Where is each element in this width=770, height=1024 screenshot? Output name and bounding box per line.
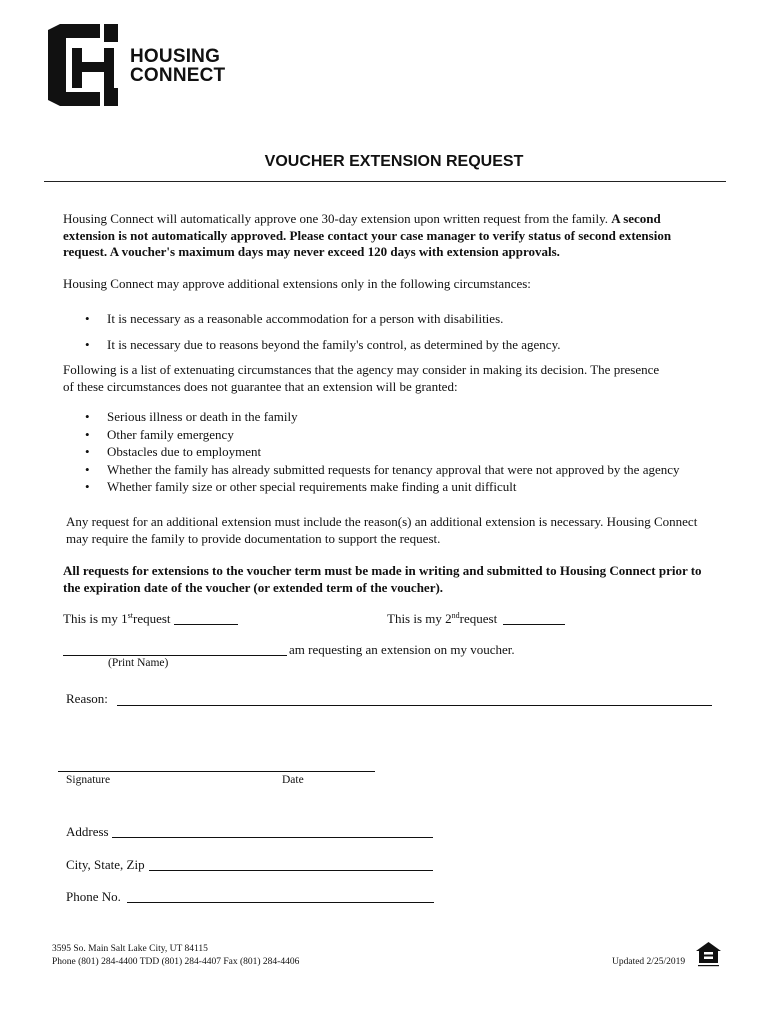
first-request-row bbox=[63, 611, 171, 628]
list-item: • Whether the family has already submitted requests for tenancy approval that were not approved by the agency bbox=[63, 461, 733, 479]
phone-field[interactable] bbox=[127, 902, 434, 903]
first-request-sup: st bbox=[127, 611, 133, 620]
signature-label: Signature bbox=[66, 774, 111, 786]
requesting-text: am requesting an extension on my voucher. bbox=[289, 642, 515, 657]
footer-address: 3595 So. Main Salt Lake City, UT 84115 bbox=[52, 944, 208, 954]
print-name-label: (Print Name) bbox=[108, 657, 169, 669]
footer-phones: Phone (801) 284-4400 TDD (801) 284-4407 Fax (801) 284-4406 bbox=[52, 957, 300, 967]
first-request-field[interactable] bbox=[174, 624, 238, 625]
city-label: City, State, Zip bbox=[66, 857, 145, 872]
city-field[interactable] bbox=[149, 870, 433, 871]
list-item: • It is necessary due to reasons beyond the family's control, as determined by the agency. bbox=[63, 332, 723, 358]
footer-contact bbox=[52, 943, 299, 969]
intro-text: Housing Connect will automatically approve one 30-day extension upon written request from the family. bbox=[63, 211, 612, 226]
logo-line-2: CONNECT bbox=[130, 65, 226, 86]
title-divider bbox=[44, 181, 726, 182]
address-label: Address bbox=[66, 824, 109, 839]
address-field[interactable] bbox=[112, 837, 433, 838]
date-label: Date bbox=[282, 774, 304, 786]
intro-bold-text: A second extension is not automatically approved. Please contact your case manager to verify status of second extension request. A voucher's maximum days may never exceed 120 days with extension approvals. bbox=[63, 211, 672, 259]
list-item: • Other family emergency bbox=[63, 426, 733, 444]
additional-extension-text: Any request for an additional extension must include the reason(s) an additional extension is necessary. Housing Connect may require the family to provide documentation to support the request. bbox=[66, 514, 698, 546]
second-request-field[interactable] bbox=[503, 624, 565, 625]
second-request-label-end: request bbox=[459, 611, 498, 626]
logo-wordmark bbox=[130, 47, 225, 85]
circumstances-intro: Housing Connect may approve additional extensions only in the following circumstances: bbox=[63, 276, 531, 291]
first-request-label-end: request bbox=[133, 611, 171, 626]
second-request-sup: nd bbox=[451, 611, 460, 620]
footer-updated: Updated 2/25/2019 bbox=[612, 957, 686, 967]
reason-field[interactable] bbox=[117, 705, 712, 706]
print-name-field[interactable] bbox=[63, 655, 287, 656]
submission-notice bbox=[63, 563, 718, 596]
list-item: • Serious illness or death in the family bbox=[63, 408, 733, 426]
housing-connect-logo-icon bbox=[48, 24, 120, 106]
equal-housing-icon bbox=[695, 941, 722, 968]
intro-paragraph bbox=[63, 211, 715, 261]
submission-notice-text: All requests for extensions to the voucher term must be made in writing and submitted to Housing Connect prior to the expiration date of the voucher (or extended term of the voucher). bbox=[63, 563, 702, 595]
logo-line-1: HOUSING bbox=[130, 46, 221, 67]
reason-label: Reason: bbox=[66, 691, 108, 706]
extenuating-list bbox=[63, 408, 733, 496]
extenuating-intro: Following is a list of extenuating circumstances that the agency may consider in making its decision. The presence of these circumstances does not guarantee that an extension will be granted: bbox=[63, 362, 660, 394]
circumstances-list bbox=[63, 306, 723, 358]
list-item: • Obstacles due to employment bbox=[63, 443, 733, 461]
first-request-label: This is my 1 bbox=[63, 611, 128, 626]
second-request-row bbox=[387, 611, 497, 628]
second-request-label: This is my 2 bbox=[387, 611, 452, 626]
list-item: • It is necessary as a reasonable accommodation for a person with disabilities. bbox=[63, 306, 723, 332]
signature-field[interactable] bbox=[58, 771, 375, 772]
phone-label: Phone No. bbox=[66, 889, 121, 904]
list-item: • Whether family size or other special requirements make finding a unit difficult bbox=[63, 478, 733, 496]
page-title: VOUCHER EXTENSION REQUEST bbox=[264, 153, 524, 170]
